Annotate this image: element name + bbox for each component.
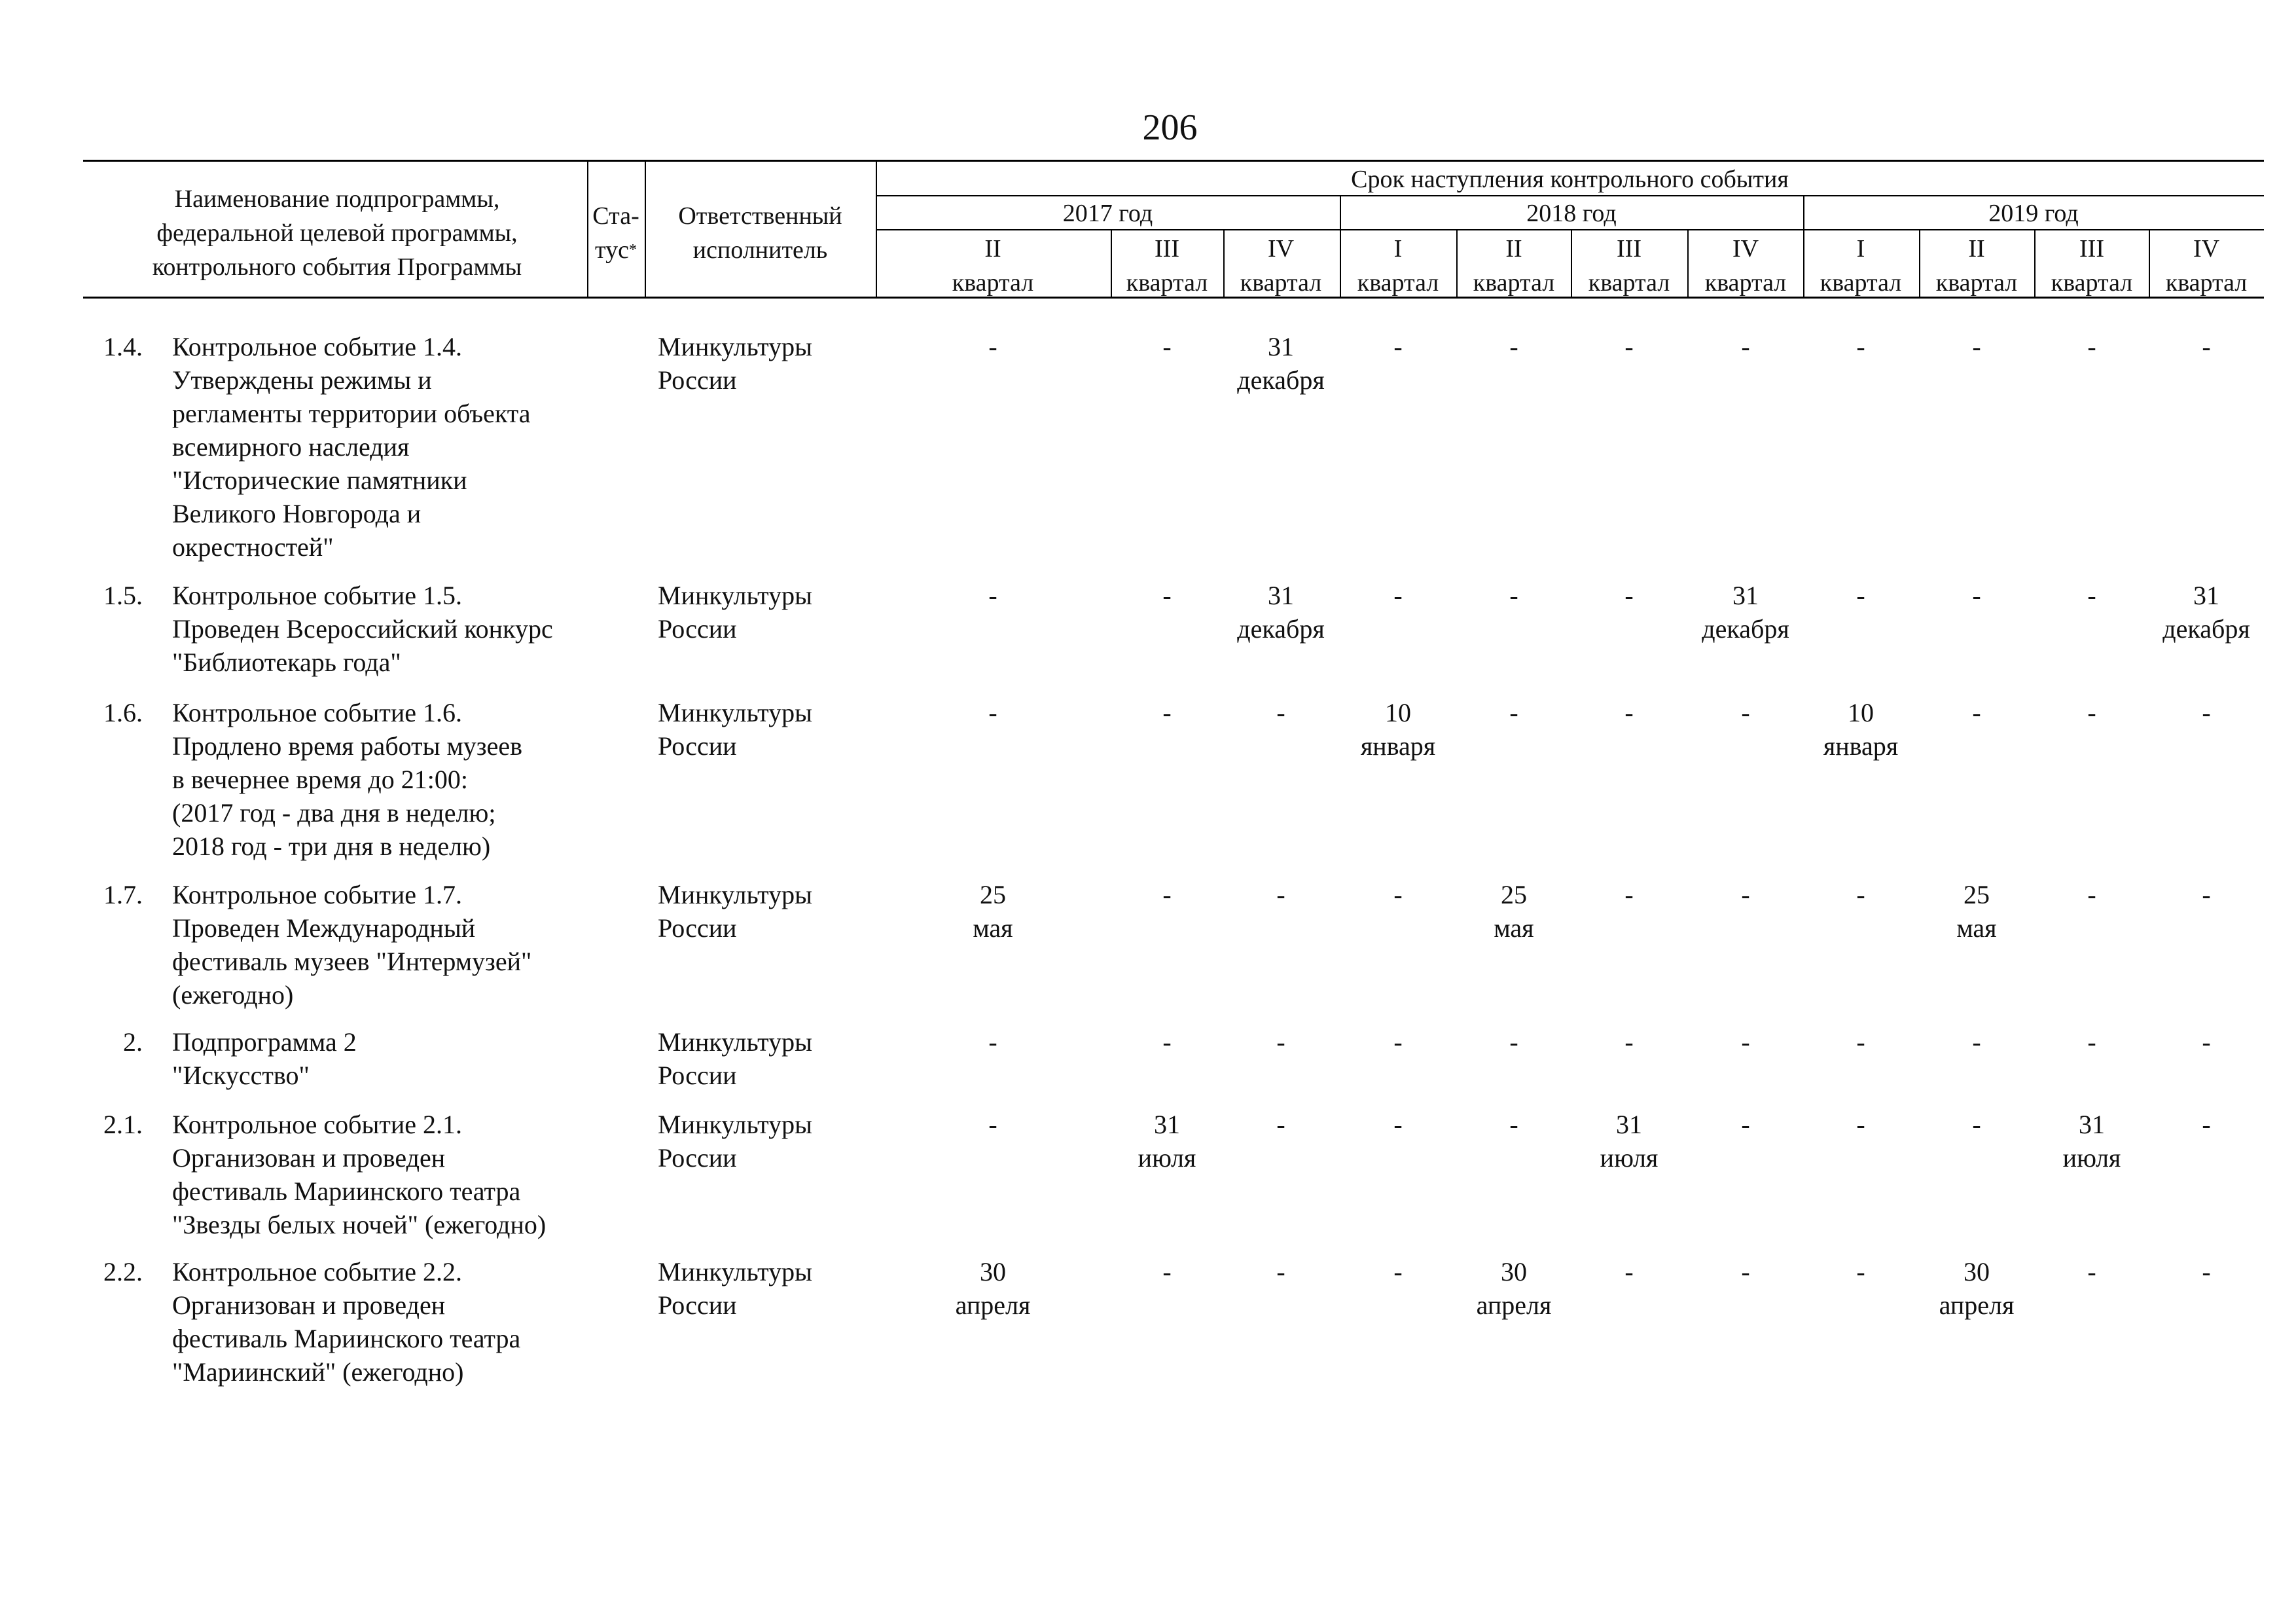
deadline-line: апреля xyxy=(1939,1290,2015,1320)
row-deadline-cell xyxy=(1456,330,1572,363)
row-deadline-cell xyxy=(1456,1108,1572,1141)
row-name xyxy=(172,1108,546,1241)
quarter-word: квартал xyxy=(1240,269,1322,297)
deadline-line: - xyxy=(1741,332,1750,361)
quarter-word: квартал xyxy=(2051,269,2133,297)
row-deadline-cell xyxy=(1223,696,1339,729)
row-responsible-line: Минкультуры xyxy=(658,698,812,727)
deadline-line: - xyxy=(2202,880,2211,909)
quarter-word: квартал xyxy=(1357,269,1439,297)
row-deadline-cell xyxy=(1803,330,1919,363)
row-responsible xyxy=(658,1108,812,1175)
deadline-line: 31 xyxy=(1268,581,1294,610)
header-name-column: Наименование подпрограммы, федеральной целевой программы, контрольного события Программы xyxy=(152,185,522,281)
row-name-line: Контрольное событие 2.1. xyxy=(172,1110,463,1139)
quarter-roman: IV xyxy=(1732,235,1759,263)
row-deadline-cell xyxy=(1223,330,1339,397)
row-name-line: Контрольное событие 2.2. xyxy=(172,1257,463,1286)
deadline-line: - xyxy=(2202,1257,2211,1286)
deadline-line: мая xyxy=(973,913,1013,943)
row-responsible-line: Минкультуры xyxy=(658,581,812,610)
deadline-line: - xyxy=(1624,1257,1634,1286)
row-deadline-cell xyxy=(1456,878,1572,945)
row-deadline-cell xyxy=(1456,1025,1572,1059)
row-name xyxy=(172,1255,520,1389)
row-name-line: Утверждены режимы и xyxy=(172,365,432,395)
quarter-word: квартал xyxy=(952,269,1034,297)
deadline-line: июля xyxy=(2062,1143,2121,1173)
row-number: 1.6. xyxy=(103,698,143,727)
deadline-line: - xyxy=(1162,698,1172,727)
row-name-line: "Мариинский" (ежегодно) xyxy=(172,1357,464,1387)
deadline-line: - xyxy=(1972,698,1981,727)
deadline-line: - xyxy=(1276,1257,1285,1286)
deadline-line: - xyxy=(1162,880,1172,909)
quarter-word: квартал xyxy=(1935,269,2018,297)
header-quarter xyxy=(1803,232,1919,300)
row-deadline-cell xyxy=(1918,696,2035,729)
row-name-line: (2017 год - два дня в неделю; xyxy=(172,798,496,828)
quarter-word: квартал xyxy=(1588,269,1670,297)
deadline-line: - xyxy=(1972,1027,1981,1057)
quarter-roman: II xyxy=(984,235,1001,263)
row-deadline-cell xyxy=(1223,878,1339,911)
deadline-line: 31 xyxy=(1268,332,1294,361)
row-responsible-line: Минкультуры xyxy=(658,332,812,361)
row-deadline-cell xyxy=(2148,330,2265,363)
row-name-line: всемирного наследия xyxy=(172,432,410,462)
quarter-word: квартал xyxy=(1704,269,1787,297)
deadline-line: - xyxy=(1509,332,1518,361)
row-name-line: Подпрограмма 2 xyxy=(172,1027,357,1057)
row-deadline-cell xyxy=(935,1108,1051,1141)
row-number: 2.2. xyxy=(103,1257,143,1286)
row-deadline-cell xyxy=(1918,579,2035,612)
deadline-line: - xyxy=(988,1110,997,1139)
quarter-roman: III xyxy=(1155,235,1179,263)
header-quarter xyxy=(1223,232,1339,300)
row-deadline-cell xyxy=(1803,579,1919,612)
deadline-line: 30 xyxy=(980,1257,1006,1286)
row-name-line: Проведен Международный xyxy=(172,913,476,943)
row-name-line: "Исторические памятники xyxy=(172,465,467,495)
header-status-column: Ста- тус* xyxy=(592,202,639,264)
deadline-line: - xyxy=(988,1027,997,1057)
header-quarter xyxy=(1918,232,2035,300)
row-deadline-cell xyxy=(1918,330,2035,363)
deadline-line: - xyxy=(1162,1027,1172,1057)
row-deadline-cell xyxy=(1803,1108,1919,1141)
deadline-line: января xyxy=(1823,731,1899,761)
header-quarter xyxy=(935,232,1051,300)
quarter-word: квартал xyxy=(1820,269,1902,297)
row-name-line: (ежегодно) xyxy=(172,980,294,1010)
row-number: 1.7. xyxy=(103,880,143,909)
row-responsible-line: России xyxy=(658,365,737,395)
deadline-line: - xyxy=(2087,880,2096,909)
row-deadline-cell xyxy=(1918,1025,2035,1059)
row-number: 2.1. xyxy=(103,1110,143,1139)
deadline-line: - xyxy=(1162,581,1172,610)
deadline-line: - xyxy=(2087,698,2096,727)
row-deadline-cell xyxy=(2148,579,2265,646)
header-quarter xyxy=(1340,232,1456,300)
row-deadline-cell xyxy=(935,878,1051,945)
row-deadline-cell xyxy=(2034,579,2150,612)
header-quarter xyxy=(1687,232,1804,300)
quarter-word: квартал xyxy=(1126,269,1208,297)
row-deadline-cell xyxy=(935,579,1051,612)
deadline-line: - xyxy=(1741,1257,1750,1286)
deadline-line: - xyxy=(1276,1110,1285,1139)
deadline-line: января xyxy=(1360,731,1436,761)
deadline-line: - xyxy=(1624,1027,1634,1057)
row-responsible-line: России xyxy=(658,1061,737,1090)
header-year-2017: 2017 год xyxy=(1062,200,1153,227)
row-deadline-cell xyxy=(1109,696,1225,729)
deadline-line: - xyxy=(1624,698,1634,727)
row-name-line: Продлено время работы музеев xyxy=(172,731,522,761)
deadline-line: 10 xyxy=(1385,698,1411,727)
deadline-line: апреля xyxy=(1476,1290,1552,1320)
row-deadline-cell xyxy=(1109,878,1225,911)
deadline-line: - xyxy=(1972,1110,1981,1139)
row-responsible-line: Минкультуры xyxy=(658,1257,812,1286)
row-name-line: Контрольное событие 1.7. xyxy=(172,880,463,909)
deadline-line: - xyxy=(1162,1257,1172,1286)
row-deadline-cell xyxy=(1803,878,1919,911)
row-deadline-cell xyxy=(1571,330,1687,363)
deadline-line: 31 xyxy=(1154,1110,1180,1139)
deadline-line: - xyxy=(1856,1110,1865,1139)
row-deadline-cell xyxy=(935,1025,1051,1059)
row-deadline-cell xyxy=(2148,696,2265,729)
row-deadline-cell xyxy=(1340,330,1456,363)
row-deadline-cell xyxy=(1223,579,1339,646)
row-deadline-cell xyxy=(1456,579,1572,612)
deadline-line: мая xyxy=(1494,913,1534,943)
deadline-line: - xyxy=(1972,332,1981,361)
row-deadline-cell xyxy=(1340,1255,1456,1288)
row-name-line: Организован и проведен xyxy=(172,1143,446,1173)
deadline-line: - xyxy=(1509,698,1518,727)
row-name-line: 2018 год - три дня в неделю) xyxy=(172,831,491,861)
row-number: 2. xyxy=(123,1027,143,1057)
row-name xyxy=(172,330,531,564)
header-quarter xyxy=(1456,232,1572,300)
header-quarter xyxy=(2034,232,2150,300)
quarter-word: квартал xyxy=(2165,269,2248,297)
row-deadline-cell xyxy=(1340,1108,1456,1141)
row-name-line: фестиваль Мариинского театра xyxy=(172,1176,521,1206)
row-deadline-cell xyxy=(1223,1108,1339,1141)
deadline-line: мая xyxy=(1956,913,1997,943)
quarter-word: квартал xyxy=(1473,269,1555,297)
quarter-roman: IV xyxy=(1267,235,1295,263)
quarter-roman: II xyxy=(1505,235,1522,263)
row-responsible xyxy=(658,1025,812,1092)
row-responsible-line: России xyxy=(658,614,737,644)
row-deadline-cell xyxy=(1803,696,1919,763)
row-deadline-cell xyxy=(935,1255,1051,1322)
deadline-line: - xyxy=(2087,581,2096,610)
quarter-roman: III xyxy=(2079,235,2104,263)
header-quarter xyxy=(1109,232,1225,300)
deadline-line: - xyxy=(2202,1110,2211,1139)
row-name-line: фестиваль музеев "Интермузей" xyxy=(172,947,532,976)
row-name-line: Контрольное событие 1.6. xyxy=(172,698,463,727)
deadline-line: - xyxy=(1624,581,1634,610)
deadline-line: декабря xyxy=(1237,614,1325,644)
deadline-line: - xyxy=(1276,698,1285,727)
row-name-line: "Библиотекарь года" xyxy=(172,647,401,677)
row-deadline-cell xyxy=(1571,579,1687,612)
deadline-line: - xyxy=(1393,581,1403,610)
row-deadline-cell xyxy=(1456,1255,1572,1322)
row-responsible xyxy=(658,579,812,646)
quarter-roman: III xyxy=(1617,235,1641,263)
deadline-line: - xyxy=(1509,1110,1518,1139)
page-number: 206 xyxy=(1142,107,1198,148)
header-year-2018: 2018 год xyxy=(1526,200,1617,227)
row-name-line: "Звезды белых ночей" (ежегодно) xyxy=(172,1210,547,1239)
row-deadline-cell xyxy=(2034,878,2150,911)
deadline-line: - xyxy=(2202,332,2211,361)
deadline-line: декабря xyxy=(1237,365,1325,395)
deadline-line: 10 xyxy=(1848,698,1874,727)
row-name xyxy=(172,696,522,863)
row-deadline-cell xyxy=(1687,1255,1804,1288)
row-number: 1.4. xyxy=(103,332,143,361)
row-deadline-cell xyxy=(1571,696,1687,729)
row-responsible-line: России xyxy=(658,913,737,943)
deadline-line: - xyxy=(1741,698,1750,727)
header-quarter xyxy=(2148,232,2265,300)
deadline-line: 30 xyxy=(1964,1257,1990,1286)
row-deadline-cell xyxy=(1109,1025,1225,1059)
row-deadline-cell xyxy=(1687,330,1804,363)
row-deadline-cell xyxy=(1340,878,1456,911)
row-responsible xyxy=(658,1255,812,1322)
row-deadline-cell xyxy=(1918,1108,2035,1141)
row-deadline-cell xyxy=(1109,1108,1225,1175)
deadline-line: 31 xyxy=(2079,1110,2105,1139)
deadline-line: - xyxy=(1276,880,1285,909)
deadline-line: - xyxy=(1972,581,1981,610)
row-name-line: регламенты территории объекта xyxy=(172,399,531,428)
row-deadline-cell xyxy=(1340,696,1456,763)
deadline-line: 25 xyxy=(1501,880,1527,909)
row-deadline-cell xyxy=(1109,579,1225,612)
row-deadline-cell xyxy=(1109,330,1225,363)
row-deadline-cell xyxy=(1687,696,1804,729)
deadline-line: - xyxy=(1856,1027,1865,1057)
row-deadline-cell xyxy=(2148,1025,2265,1059)
table-top-rule xyxy=(83,160,2264,162)
row-name-line: Контрольное событие 1.4. xyxy=(172,332,463,361)
quarter-roman: IV xyxy=(2193,235,2220,263)
row-deadline-cell xyxy=(1803,1255,1919,1288)
deadline-line: апреля xyxy=(955,1290,1031,1320)
row-responsible xyxy=(658,878,812,945)
deadline-line: - xyxy=(988,581,997,610)
deadline-line: 31 xyxy=(2193,581,2219,610)
row-responsible-line: Минкультуры xyxy=(658,1027,812,1057)
deadline-line: - xyxy=(1162,332,1172,361)
row-deadline-cell xyxy=(2034,330,2150,363)
row-name xyxy=(172,878,531,1012)
deadline-line: - xyxy=(1393,1027,1403,1057)
deadline-line: - xyxy=(2202,1027,2211,1057)
row-responsible-line: Минкультуры xyxy=(658,1110,812,1139)
row-responsible xyxy=(658,330,812,397)
row-deadline-cell xyxy=(1571,1108,1687,1175)
deadline-line: - xyxy=(1856,581,1865,610)
deadline-line: - xyxy=(2087,1027,2096,1057)
row-deadline-cell xyxy=(2034,1108,2150,1175)
row-deadline-cell xyxy=(1223,1025,1339,1059)
header-responsible-column: Ответственный исполнитель xyxy=(678,202,842,264)
header-deadline-title: Срок наступления контрольного события xyxy=(1351,166,1789,193)
header-year-2019: 2019 год xyxy=(1988,200,2079,227)
row-deadline-cell xyxy=(1109,1255,1225,1288)
deadline-line: июля xyxy=(1138,1143,1196,1173)
row-deadline-cell xyxy=(1340,579,1456,612)
deadline-line: - xyxy=(1509,581,1518,610)
row-deadline-cell xyxy=(1687,878,1804,911)
deadline-line: - xyxy=(1624,332,1634,361)
row-deadline-cell xyxy=(935,330,1051,363)
row-deadline-cell xyxy=(2148,1108,2265,1141)
row-deadline-cell xyxy=(935,696,1051,729)
deadline-line: июля xyxy=(1600,1143,1659,1173)
quarter-roman: I xyxy=(1393,235,1403,263)
header-quarter xyxy=(1571,232,1687,300)
row-deadline-cell xyxy=(2034,1025,2150,1059)
deadline-line: - xyxy=(1509,1027,1518,1057)
row-deadline-cell xyxy=(1571,878,1687,911)
deadline-line: - xyxy=(2087,1257,2096,1286)
row-name-line: Великого Новгорода и xyxy=(172,499,422,528)
deadline-line: - xyxy=(1393,1257,1403,1286)
row-deadline-cell xyxy=(1687,579,1804,646)
row-deadline-cell xyxy=(1687,1108,1804,1141)
row-deadline-cell xyxy=(1456,696,1572,729)
row-deadline-cell xyxy=(2148,1255,2265,1288)
quarter-roman: II xyxy=(1968,235,1985,263)
deadline-line: - xyxy=(1856,332,1865,361)
deadline-line: декабря xyxy=(2162,614,2250,644)
deadline-line: - xyxy=(1741,880,1750,909)
deadline-line: - xyxy=(988,332,997,361)
row-name xyxy=(172,579,553,679)
deadline-line: - xyxy=(1276,1027,1285,1057)
deadline-line: - xyxy=(2087,332,2096,361)
row-responsible xyxy=(658,696,812,763)
row-name-line: "Искусство" xyxy=(172,1061,310,1090)
deadline-line: - xyxy=(2202,698,2211,727)
deadline-line: - xyxy=(1741,1110,1750,1139)
deadline-line: 25 xyxy=(980,880,1006,909)
deadline-line: - xyxy=(1393,332,1403,361)
row-deadline-cell xyxy=(1340,1025,1456,1059)
deadline-line: 25 xyxy=(1964,880,1990,909)
row-deadline-cell xyxy=(1571,1025,1687,1059)
row-name-line: в вечернее время до 21:00: xyxy=(172,765,469,794)
row-name-line: Проведен Всероссийский конкурс xyxy=(172,614,553,644)
row-name-line: окрестностей" xyxy=(172,532,334,562)
deadline-line: 31 xyxy=(1616,1110,1642,1139)
row-deadline-cell xyxy=(1918,1255,2035,1322)
row-deadline-cell xyxy=(1571,1255,1687,1288)
row-name-line: фестиваль Мариинского театра xyxy=(172,1324,521,1353)
deadline-line: - xyxy=(1624,880,1634,909)
row-deadline-cell xyxy=(2148,878,2265,911)
row-responsible-line: России xyxy=(658,1143,737,1173)
row-number: 1.5. xyxy=(103,581,143,610)
deadline-line: 30 xyxy=(1501,1257,1527,1286)
deadline-line: - xyxy=(1393,1110,1403,1139)
row-deadline-cell xyxy=(1803,1025,1919,1059)
row-name xyxy=(172,1025,357,1092)
row-deadline-cell xyxy=(1223,1255,1339,1288)
row-deadline-cell xyxy=(1687,1025,1804,1059)
deadline-line: 31 xyxy=(1732,581,1759,610)
quarter-roman: I xyxy=(1856,235,1865,263)
row-deadline-cell xyxy=(2034,1255,2150,1288)
deadline-line: - xyxy=(1856,880,1865,909)
row-responsible-line: Минкультуры xyxy=(658,880,812,909)
row-name-line: Организован и проведен xyxy=(172,1290,446,1320)
row-deadline-cell xyxy=(2034,696,2150,729)
row-name-line: Контрольное событие 1.5. xyxy=(172,581,463,610)
deadline-line: - xyxy=(1393,880,1403,909)
row-responsible-line: России xyxy=(658,1290,737,1320)
row-deadline-cell xyxy=(1918,878,2035,945)
deadline-line: декабря xyxy=(1702,614,1789,644)
deadline-line: - xyxy=(988,698,997,727)
row-responsible-line: России xyxy=(658,731,737,761)
deadline-line: - xyxy=(1856,1257,1865,1286)
deadline-line: - xyxy=(1741,1027,1750,1057)
